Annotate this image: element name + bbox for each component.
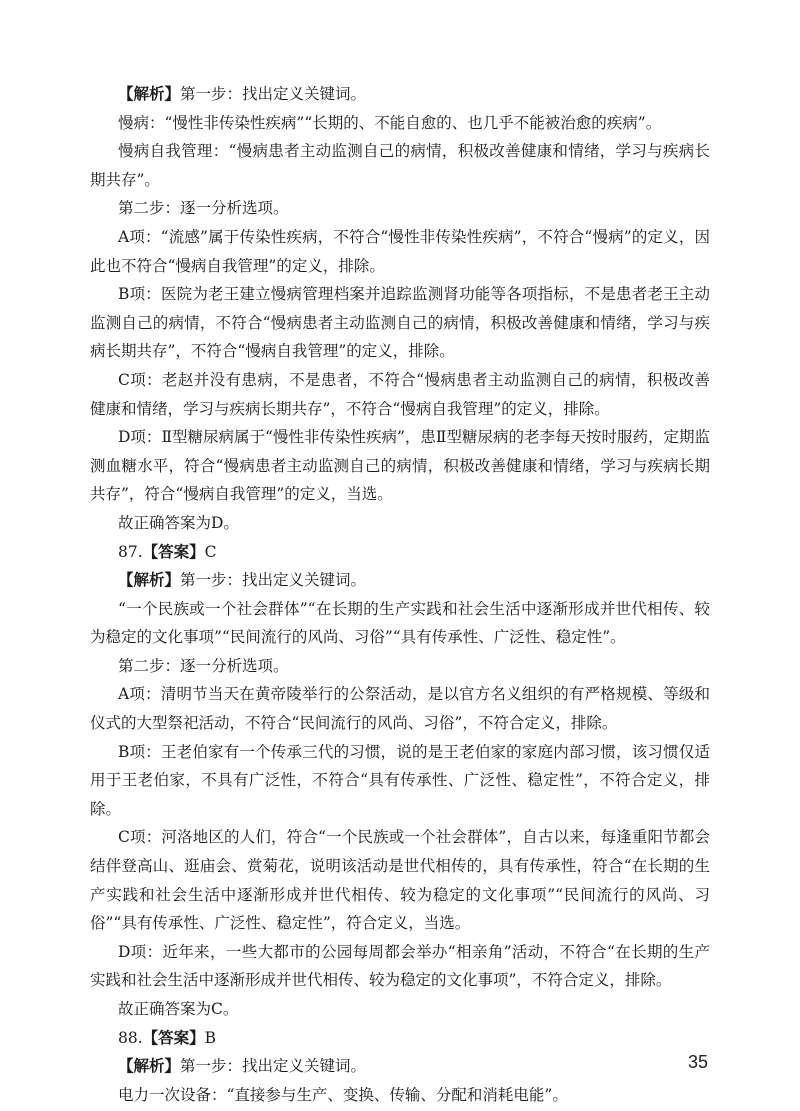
- text-run: “一个民族或一个社会群体”“在长期的生产实践和社会生活中逐渐形成并世代相传、较为稳定的文化事项”“民间流行的风尚、习俗”“具有传承性、广泛性、稳定性”。: [90, 599, 710, 647]
- paragraph-s19: [90, 1024, 710, 1053]
- bold-label: 【答案】: [142, 541, 205, 561]
- paragraph-s6: [90, 280, 710, 366]
- text-run: 88.: [118, 1028, 143, 1047]
- page-number: 35: [687, 1052, 708, 1072]
- paragraph-s20: [90, 1052, 710, 1081]
- bold-label: 【解析】: [118, 1056, 181, 1076]
- text-run: D项：近年来，一些大都市的公园每周都会举办“相亲角”活动，不符合“在长期的生产实践和社会生活中逐渐形成并世代相传、较为稳定的文化事项”，不符合定义，排除。: [90, 942, 710, 990]
- text-run: 电力一次设备：“直接参与生产、变换、传输、分配和消耗电能”。: [118, 1085, 568, 1104]
- text-run: B: [204, 1028, 217, 1047]
- paragraph-s7: [90, 366, 710, 423]
- text-run: 第二步：逐一分析选项。: [118, 656, 289, 675]
- paragraph-s2: [90, 109, 710, 138]
- text-run: B项：医院为老王建立慢病管理档案并追踪监测肾功能等各项指标，不是患者老王主动监测自己的病情，不符合“慢病患者主动监测自己的病情，积极改善健康和情绪，学习与疾病长期共存”，不符合“慢病自我管理”的定义，排除。: [90, 285, 710, 361]
- text-run: C项：老赵并没有患病，不是患者，不符合“慢病患者主动监测自己的病情，积极改善健康和情绪，学习与疾病长期共存”，不符合“慢病自我管理”的定义，排除。: [90, 370, 710, 418]
- text-run: A项：清明节当天在黄帝陵举行的公祭活动，是以官方名义组织的有严格规模、等级和仪式的大型祭祀活动，不符合“民间流行的风尚、习俗”，不符合定义，排除。: [90, 685, 710, 733]
- paragraph-s15: [90, 738, 710, 824]
- paragraph-s8: [90, 423, 710, 509]
- paragraph-s3: [90, 137, 710, 194]
- paragraph-s13: [90, 652, 710, 681]
- paragraph-s4: [90, 194, 710, 223]
- bold-label: 【答案】: [142, 1027, 205, 1047]
- text-run: 第二步：逐一分析选项。: [118, 199, 289, 218]
- paragraph-s16: [90, 823, 710, 937]
- text-run: B项：王老伯家有一个传承三代的习惯，说的是王老伯家的家庭内部习惯，该习惯仅适用于王老伯家，不具有广泛性，不符合“具有传承性、广泛性、稳定性”，不符合定义，排除。: [90, 742, 710, 818]
- paragraph-s18: [90, 995, 710, 1024]
- text-run: 第一步：找出定义关键词。: [180, 85, 367, 103]
- text-run: 第一步：找出定义关键词。: [180, 1057, 367, 1076]
- text-run: 故正确答案为D。: [118, 513, 239, 532]
- paragraph-s14: [90, 680, 710, 737]
- text-run: 第一步：找出定义关键词。: [180, 571, 367, 590]
- text-run: 87.: [118, 542, 143, 561]
- bold-label: 【解析】: [118, 570, 181, 590]
- text-run: 慢病自我管理：“慢病患者主动监测自己的病情，积极改善健康和情绪，学习与疾病长期共存”。: [90, 142, 710, 189]
- paragraph-s12: [90, 595, 710, 652]
- text-run: A项：“流感”属于传染性疾病，不符合“慢性非传染性疾病”，不符合“慢病”的定义，因此也不符合“慢病自我管理”的定义，排除。: [90, 227, 710, 275]
- text-run: 慢病：“慢性非传染性疾病”“长期的、不能自愈的、也几乎不能被治愈的疾病”。: [118, 113, 662, 132]
- paragraph-s17: [90, 938, 710, 995]
- paragraph-s10: [90, 538, 710, 567]
- paragraph-s11: [90, 566, 710, 595]
- paragraph-s1: [90, 80, 710, 109]
- text-run: D项：Ⅱ型糖尿病属于“慢性非传染性疾病”，患Ⅱ型糖尿病的老李每天按时服药，定期监测血糖水平，符合“慢病患者主动监测自己的病情，积极改善健康和情绪，学习与疾病长期共存”，符合“慢病自我管理”的定义，当选。: [90, 428, 710, 504]
- bold-label: 【解析】: [118, 84, 181, 103]
- document-body: [90, 80, 710, 1109]
- text-run: C: [204, 542, 217, 561]
- paragraph-s21: [90, 1081, 710, 1110]
- paragraph-s5: [90, 223, 710, 280]
- text-run: 故正确答案为C。: [118, 1000, 239, 1018]
- text-run: C项：河洛地区的人们，符合“一个民族或一个社会群体”，自古以来，每逢重阳节都会结伴登高山、逛庙会、赏菊花，说明该活动是世代相传的，具有传承性，符合“在长期的生产实践和社会生活中逐渐形成并世代相传、较为稳定的文化事项”“民间流行的风尚、习俗”“具有传承性、广泛性、稳定性”，符合定义，当选。: [90, 828, 710, 933]
- paragraph-s9: [90, 509, 710, 538]
